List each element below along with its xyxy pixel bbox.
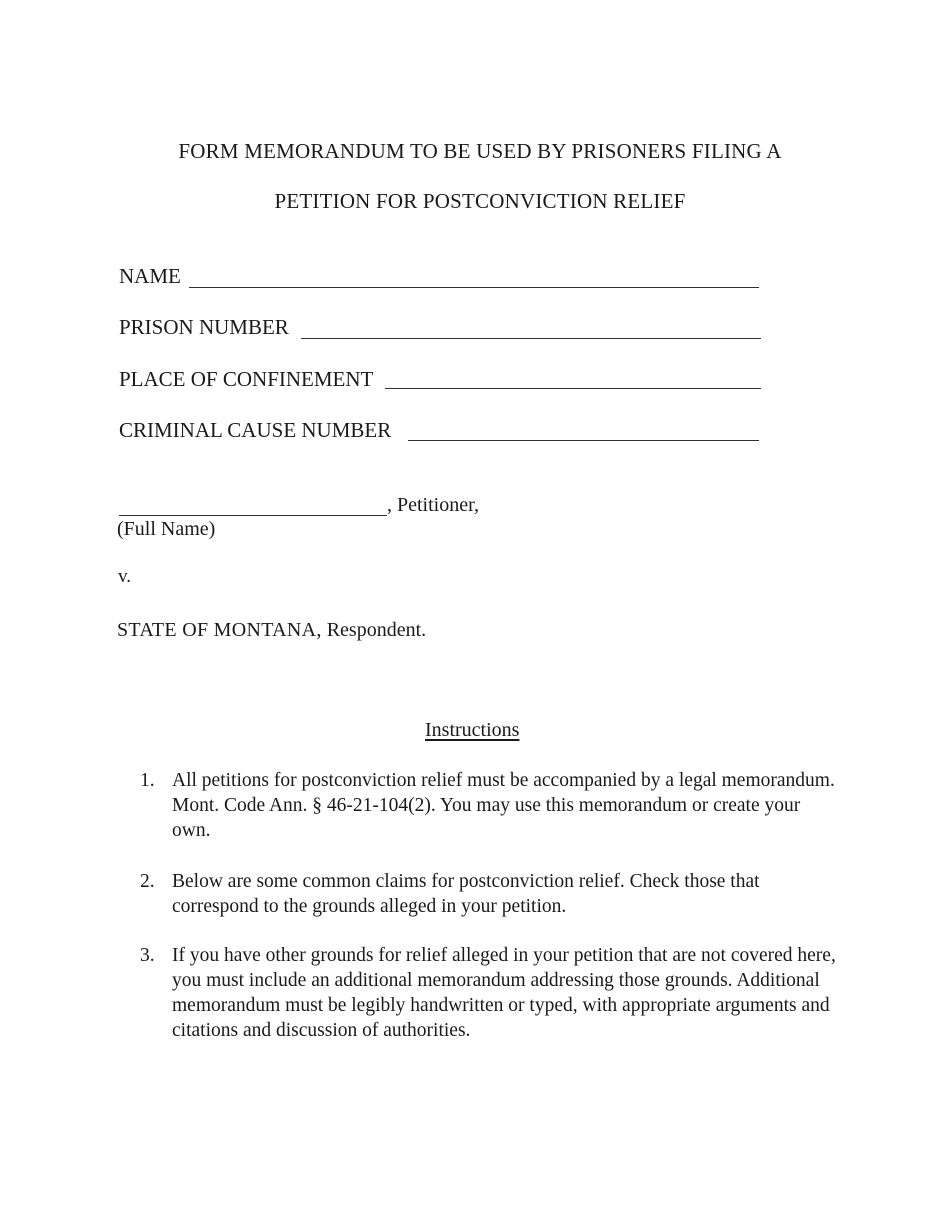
instruction-item: [140, 869, 840, 919]
instruction-number: 1.: [140, 770, 155, 791]
state-of-montana-label: STATE OF MONTANA,: [117, 619, 322, 641]
instruction-number: 3.: [140, 945, 155, 966]
instruction-item: [140, 943, 840, 1043]
prison-number-blank-line[interactable]: [301, 338, 761, 339]
criminal-cause-number-label: CRIMINAL CAUSE NUMBER: [119, 418, 392, 442]
petitioner-name-blank-line[interactable]: [119, 515, 387, 516]
petitioner-label: , Petitioner,: [387, 494, 479, 516]
form-title-line-1: FORM MEMORANDUM TO BE USED BY PRISONERS FILING A: [178, 139, 782, 163]
instruction-number: 2.: [140, 871, 155, 892]
name-blank-line[interactable]: [189, 287, 759, 288]
form-title-line-2: PETITION FOR POSTCONVICTION RELIEF: [274, 189, 686, 213]
criminal-cause-number-field[interactable]: [119, 418, 391, 443]
instruction-text: If you have other grounds for relief alleged in your petition that are not covered here, you must include an additional memorandum addressing those grounds. Additional memorandum must be legibly handwritten or typed, with appropriate arguments and citations and discussion of authorities.: [172, 945, 836, 1041]
respondent-label: Respondent.: [326, 619, 427, 641]
name-label: NAME: [119, 264, 181, 288]
versus-label: v.: [118, 566, 132, 587]
instruction-text: All petitions for postconviction relief must be accompanied by a legal memorandum. Mont. Code Ann. § 46-21-104(2). You may use this memorandum or create your own.: [172, 770, 835, 841]
instruction-text: Below are some common claims for postconviction relief. Check those that correspond to the grounds alleged in your petition.: [172, 871, 760, 917]
name-field[interactable]: [119, 264, 181, 289]
instruction-item: [140, 768, 840, 843]
instructions-list: [140, 768, 840, 1043]
prison-number-field[interactable]: [119, 315, 289, 340]
prison-number-label: PRISON NUMBER: [119, 315, 289, 339]
full-name-label: (Full Name): [117, 518, 216, 540]
instructions-heading: Instructions: [425, 719, 520, 741]
criminal-cause-number-blank-line[interactable]: [408, 440, 759, 441]
place-of-confinement-label: PLACE OF CONFINEMENT: [119, 367, 374, 391]
respondent-line: [117, 619, 426, 642]
place-of-confinement-blank-line[interactable]: [385, 388, 761, 389]
place-of-confinement-field[interactable]: [119, 367, 373, 392]
